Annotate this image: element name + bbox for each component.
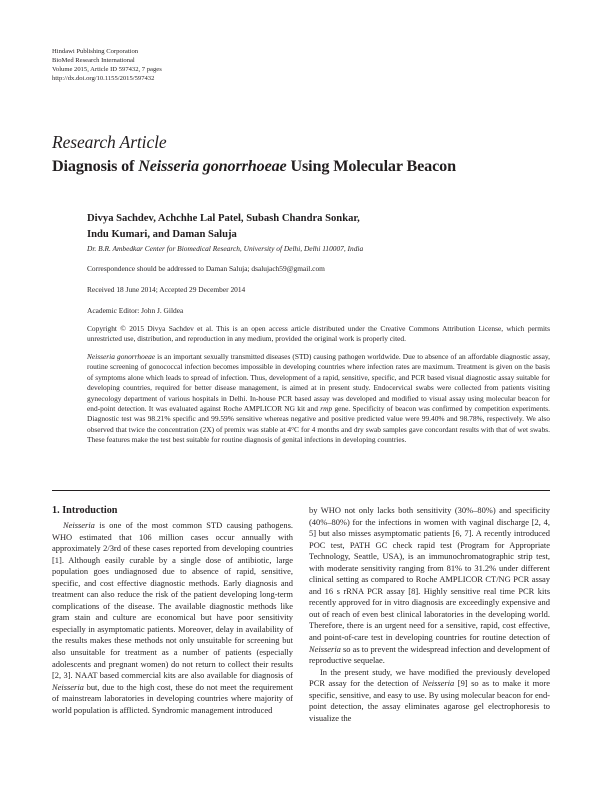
intro-text-2: but, due to the high cost, these do not meet the requirement of mainstream laboratories in developing countries where majority of world population is afflicted. Syndromic management introduced [52, 681, 293, 715]
introduction-right-column [309, 505, 550, 724]
correspondence: Correspondence should be addressed to Daman Saluja; dsalujach59@gmail.com [87, 264, 325, 273]
intro-text-5: In the present study, we have modified the previously developed PCR assay for the detection of [309, 666, 550, 689]
abstract [87, 352, 550, 446]
article-type: Research Article [52, 132, 167, 152]
intro-organism-1: Neisseria [63, 520, 95, 530]
section-divider [52, 490, 550, 491]
intro-text-6: [9] so as to make it more specific, sensitive, and easy to use. By using molecular beacon for end-point detection, the assay eliminates agarose gel electrophoresis to visualize the [309, 678, 551, 723]
volume-line: Volume 2015, Article ID 597432, 7 pages [52, 66, 162, 74]
intro-paragraph-1 [52, 520, 293, 716]
publisher-line: Hindawi Publishing Corporation [52, 48, 139, 55]
intro-paragraph-1-continued [309, 505, 550, 667]
abstract-gene: rmp [320, 404, 333, 414]
authors-line-1: Divya Sachdev, Achchhe Lal Patel, Subash Chandra Sonkar, [87, 213, 360, 224]
intro-organism-3: Neisseria [309, 643, 341, 654]
doi-link[interactable]: http://dx.doi.org/10.1155/2015/597432 [52, 75, 155, 83]
journal-header [52, 47, 162, 83]
intro-text-1: is one of the most common STD causing pathogens. WHO estimated that 106 million cases occur annually with approximately 2/3rd of these cases reported from developing countries [1]. Although easily curable by a single dose of antibiotic, large population goes undiagnosed due to absence of rapid, sensitive, specific, and cost effective diagnostic methods. Early diagnosis and treatment can also reduce the risk of the patient developing long-term complications of the disease. The available diagnostic methods like gram stain and culture are economical but have poor sensitivity especially in asymptomatic patients. Moreover, delay in availability of the results makes these methods not only unsuitable for screening but also unsuitable for treatment as a number of patients (especially adolescents and pregnant women) do not return to collect their results [2, 3]. NAAT based commercial kits are also available for diagnosis of [52, 520, 293, 681]
title-start: Diagnosis of [52, 157, 139, 175]
journal-name: BioMed Research International [52, 57, 135, 65]
title-organism: Neisseria gonorrhoeae [138, 157, 287, 175]
authors-line-2: Indu Kumari, and Daman Saluja [87, 228, 237, 240]
copyright-notice: Copyright © 2015 Divya Sachdev et al. This is an open access article distributed under the Creative Commons Attribution License, which permits unrestricted use, distribution, and reproduction in any medium, provided the original work is properly cited. [87, 324, 550, 344]
intro-text-4: so as to prevent the widespread infection and development of reproductive sequelae. [309, 643, 550, 666]
affiliation: Dr. B.R. Ambedkar Center for Biomedical Research, University of Delhi, Delhi 110007, India [87, 244, 364, 253]
intro-text-3: by WHO not only lacks both sensitivity (30%–80%) and specificity (40%–80%) for the infections in women with vaginal discharge [2, 4, 5] but also misses asymptomatic patients [6, 7]. A recently introduced POC test, PATH GC check rapid test (Program for Appropriate Technology, Seattle, USA), is an immunochromatographic strip test, with moderate sensitivity ranging from 81% to 31.2% under different clinical setting as compared to Roche AMPLICOR CT/NG PCR assay and 16 s rRNA PCR assay [8]. Highly sensitive real time PCR kits recently approved for in vitro diagnosis are exceedingly expensive and out of reach of even best clinical laboratories in the developing world. Therefore, there is an urgent need for a sensitive, rapid, cost effective, and point-of-care test in developing countries for routine detection of [309, 505, 550, 643]
academic-editor: Academic Editor: John J. Gildea [87, 306, 184, 315]
intro-organism-4: Neisseria [422, 678, 455, 689]
introduction-left-column [52, 520, 293, 716]
intro-organism-2: Neisseria [52, 681, 84, 692]
author-list [87, 211, 527, 242]
title-end: Using Molecular Beacon [286, 157, 456, 175]
received-accepted-dates: Received 18 June 2014; Accepted 29 December 2014 [87, 285, 246, 294]
paper-title [52, 157, 456, 176]
abstract-text-1: is an important sexually transmitted diseases (STD) causing pathogen worldwide. Due to absence of an affordable diagnostic assay, routine screening of gonococcal infection becomes impossible in developing countries where infection rates are maximum. Treatment is given on the basis of symptoms alone which leads to spread of infection. Thus, development of a rapid, sensitive, specific, and PCR based visual diagnostic assay suitable for developing countries, required for better disease management, is aimed at in present study. Endocervical swabs were collected from patients visiting gynecology department of various hospitals in Delhi. In-house PCR based assay was developed and modified to visual assay using molecular beacon for end-point detection. It was evaluated against Roche AMPLICOR NG kit and [87, 352, 550, 414]
intro-paragraph-2 [309, 667, 550, 725]
abstract-text-2: gene. Specificity of beacon was confirmed by competition experiments. Diagnostic test was 98.21% specific and 99.59% sensitive whereas negative and positive predicted value were 99.40% and 98.78%, respectively. We also observed that twice the concentration (2X) of premix was stable at 4°C for 4 months and dry swab samples gave concordant results with that of wet swabs. These features make the test best suitable for routine diagnosis of genital infections in developing countries. [87, 404, 550, 445]
introduction-heading: 1. Introduction [52, 505, 118, 516]
abstract-organism: Neisseria gonorrhoeae [87, 352, 156, 361]
